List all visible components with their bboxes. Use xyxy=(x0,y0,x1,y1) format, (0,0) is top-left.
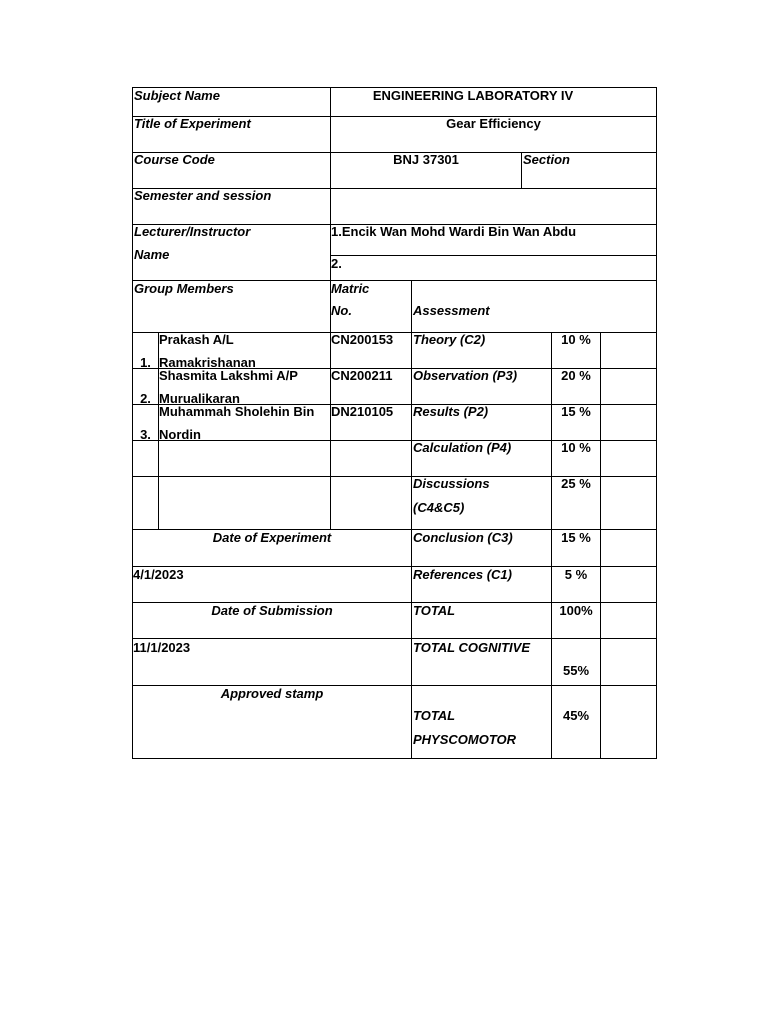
lecturer-2: 2. xyxy=(331,256,342,271)
assessment-label: Assessment xyxy=(413,303,490,318)
assessment-item: Discussions xyxy=(413,476,490,491)
member-name: Muhammah Sholehin Bin xyxy=(159,404,315,419)
member-name-cont: Ramakrishanan xyxy=(159,355,256,370)
title-label: Title of Experiment xyxy=(134,116,251,131)
assessment-pct: 15 % xyxy=(561,530,591,545)
member-num: 3. xyxy=(140,427,151,442)
assessment-total-cognitive: TOTAL COGNITIVE xyxy=(413,640,531,655)
date-of-submission-label: Date of Submission xyxy=(211,603,333,618)
assessment-total-psychomotor-cont: PHYSCOMOTOR xyxy=(413,732,517,747)
assessment-item: Calculation (P4) xyxy=(413,440,512,455)
subject-label: Subject Name xyxy=(134,88,220,103)
course-value: BNJ 37301 xyxy=(393,152,459,167)
rule-right xyxy=(656,87,657,759)
member-name: Shasmita Lakshmi A/P xyxy=(159,368,298,383)
assessment-pct: 10 % xyxy=(561,440,591,455)
rule-date-sub-bottom xyxy=(132,638,657,639)
assessment-item: Theory (C2) xyxy=(413,332,486,347)
member-name-cont: Nordin xyxy=(159,427,201,442)
course-label: Course Code xyxy=(134,152,215,167)
rule-bottom xyxy=(132,758,657,759)
assessment-total-psychomotor: TOTAL xyxy=(413,708,456,723)
semester-label: Semester and session xyxy=(134,188,272,203)
approved-stamp-label: Approved stamp xyxy=(220,686,324,701)
assessment-item: Observation (P3) xyxy=(413,368,518,383)
lecturer-label-name: Name xyxy=(134,247,170,262)
assessment-pct: 20 % xyxy=(561,368,591,383)
assessment-item: References (C1) xyxy=(413,567,512,582)
member-name: Prakash A/L xyxy=(159,332,234,347)
member-num: 2. xyxy=(140,391,151,406)
assessment-pct: 15 % xyxy=(561,404,591,419)
date-of-experiment-label: Date of Experiment xyxy=(212,530,332,545)
title-value: Gear Efficiency xyxy=(446,116,541,131)
rule-assessment-col xyxy=(411,280,412,759)
matric-label-no: No. xyxy=(331,303,352,318)
assessment-psychomotor-pct: 45% xyxy=(562,708,590,723)
member-num: 1. xyxy=(140,355,151,370)
date-of-submission-value: 11/1/2023 xyxy=(133,640,191,655)
matric-label: Matric xyxy=(331,281,370,296)
rule-section-col xyxy=(521,152,522,189)
lecturer-label: Lecturer/Instructor xyxy=(134,224,251,239)
subject-value: ENGINEERING LABORATORY IV xyxy=(372,88,574,103)
member-matric: CN200211 xyxy=(331,368,393,383)
assessment-pct: 5 % xyxy=(564,567,588,582)
assessment-item: Conclusion (C3) xyxy=(413,530,513,545)
assessment-item: Results (P2) xyxy=(413,404,489,419)
lecturer-1: 1.Encik Wan Mohd Wardi Bin Wan Abdu xyxy=(331,224,577,239)
member-matric: CN200153 xyxy=(331,332,394,347)
member-name-cont: Murualikaran xyxy=(159,391,240,406)
rule-lecturer-split xyxy=(330,255,657,256)
assessment-cognitive-pct: 55% xyxy=(562,663,590,678)
assessment-total-pct: 100% xyxy=(559,603,593,618)
member-matric: DN210105 xyxy=(331,404,394,419)
rule-left xyxy=(132,87,133,759)
assessment-total: TOTAL xyxy=(413,603,456,618)
rule-marks-col xyxy=(600,332,601,759)
section-label: Section xyxy=(523,152,570,167)
assessment-pct: 25 % xyxy=(561,476,591,491)
date-of-experiment-value: 4/1/2023 xyxy=(133,567,184,582)
assessment-item-cont: (C4&C5) xyxy=(413,500,465,515)
assessment-pct: 10 % xyxy=(561,332,591,347)
group-members-label: Group Members xyxy=(134,281,234,296)
